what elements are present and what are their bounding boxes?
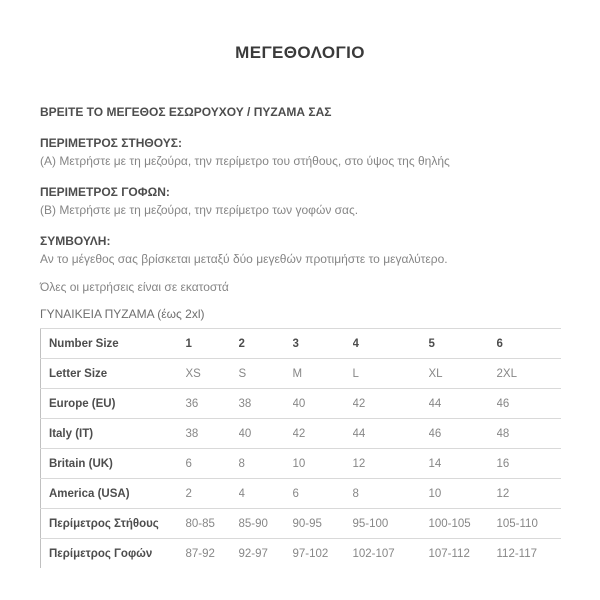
- size-value: 85-90: [238, 517, 268, 530]
- section-heading: ΠΕΡΙΜΕΤΡΟΣ ΣΤΗΘΟΥΣ:: [40, 136, 182, 150]
- page-title: ΜΕΓΕΘΟΛΟΓΙΟ: [235, 43, 365, 62]
- size-value: 36: [185, 397, 199, 410]
- size-value: 38: [185, 427, 199, 440]
- size-value: 107-112: [428, 547, 470, 560]
- size-value: 12: [352, 457, 366, 470]
- row-label: Italy (IT): [49, 427, 94, 440]
- page-content: [40, 105, 560, 568]
- size-value: 10: [428, 487, 442, 500]
- size-value: 38: [238, 397, 252, 410]
- size-column-header: 1: [185, 337, 192, 350]
- size-value: XS: [185, 367, 201, 380]
- size-value: 44: [352, 427, 366, 440]
- size-value: 102-107: [352, 547, 395, 560]
- size-value: M: [292, 367, 303, 380]
- section-body: (Β) Μετρήστε με τη μεζούρα, την περίμετρο των γοφών σας.: [40, 203, 359, 217]
- size-value: 105-110: [496, 517, 538, 530]
- section-hip-circumference: [40, 185, 560, 217]
- size-column-header: 2: [238, 337, 245, 350]
- size-value: 12: [496, 487, 510, 500]
- size-value: 6: [292, 487, 299, 500]
- size-value: 48: [496, 427, 510, 440]
- section-chest-circumference: [40, 136, 560, 168]
- table-row-hip-circumference: [41, 539, 561, 569]
- size-value: 2XL: [496, 367, 517, 380]
- size-value: XL: [428, 367, 443, 380]
- size-value: 87-92: [185, 547, 215, 560]
- size-value: 80-85: [185, 517, 215, 530]
- row-label: America (USA): [49, 487, 130, 500]
- size-value: 46: [496, 397, 510, 410]
- find-size-subtitle: ΒΡΕΙΤΕ ΤΟ ΜΕΓΕΘΟΣ ΕΣΩΡΟΥΧΟΥ / ΠΥΖΑΜΑ ΣΑΣ: [40, 105, 332, 119]
- size-column-header: 5: [428, 337, 435, 350]
- row-label: Britain (UK): [49, 457, 113, 470]
- size-value: 92-97: [238, 547, 268, 560]
- section-body: Αν το μέγεθος σας βρίσκεται μεταξύ δύο μεγεθών προτιμήστε το μεγαλύτερο.: [40, 252, 448, 266]
- size-value: 112-117: [496, 547, 537, 560]
- size-table-caption: ΓΥΝΑΙΚΕΙΑ ΠΥΖΑΜΑ (έως 2xl): [40, 307, 205, 321]
- size-column-header: 6: [496, 337, 503, 350]
- size-value: 95-100: [352, 517, 389, 530]
- size-value: 42: [292, 427, 306, 440]
- row-label: Περίμετρος Στήθους: [49, 517, 159, 530]
- size-value: 8: [352, 487, 359, 500]
- row-label: Europe (EU): [49, 397, 116, 410]
- size-value: 10: [292, 457, 306, 470]
- size-column-header: 4: [352, 337, 359, 350]
- size-value: 8: [238, 457, 245, 470]
- table-row-letter-size: [41, 359, 561, 389]
- section-heading: ΣΥΜΒΟΥΛΗ:: [40, 234, 111, 248]
- measurements-unit-note: Όλες οι μετρήσεις είναι σε εκατοστά: [40, 280, 229, 294]
- size-value: 16: [496, 457, 510, 470]
- size-value: 97-102: [292, 547, 329, 560]
- table-row-europe: [41, 389, 561, 419]
- size-value: 4: [238, 487, 245, 500]
- size-value: 6: [185, 457, 192, 470]
- size-value: 44: [428, 397, 442, 410]
- size-value: 42: [352, 397, 366, 410]
- table-header-row: [41, 329, 561, 359]
- size-value: L: [352, 367, 359, 380]
- size-value: 40: [238, 427, 252, 440]
- table-row-britain: [41, 449, 561, 479]
- size-value: 90-95: [292, 517, 322, 530]
- size-value: 14: [428, 457, 442, 470]
- table-row-italy: [41, 419, 561, 449]
- size-value: 40: [292, 397, 306, 410]
- row-label-number-size: Number Size: [49, 337, 119, 350]
- size-value: 2: [185, 487, 192, 500]
- row-label: Letter Size: [49, 367, 108, 380]
- size-value: 46: [428, 427, 442, 440]
- table-row-america: [41, 479, 561, 509]
- size-column-header: 3: [292, 337, 299, 350]
- row-label: Περίμετρος Γοφών: [49, 547, 153, 560]
- section-heading: ΠΕΡΙΜΕΤΡΟΣ ΓΟΦΩΝ:: [40, 185, 170, 199]
- size-value: 100-105: [428, 517, 471, 530]
- section-body: (Α) Μετρήστε με τη μεζούρα, την περίμετρο του στήθους, στο ύψος της θηλής: [40, 154, 450, 168]
- womens-pyjama-size-table: [40, 328, 561, 568]
- section-advice: [40, 234, 560, 266]
- table-row-chest-circumference: [41, 509, 561, 539]
- size-value: S: [238, 367, 247, 380]
